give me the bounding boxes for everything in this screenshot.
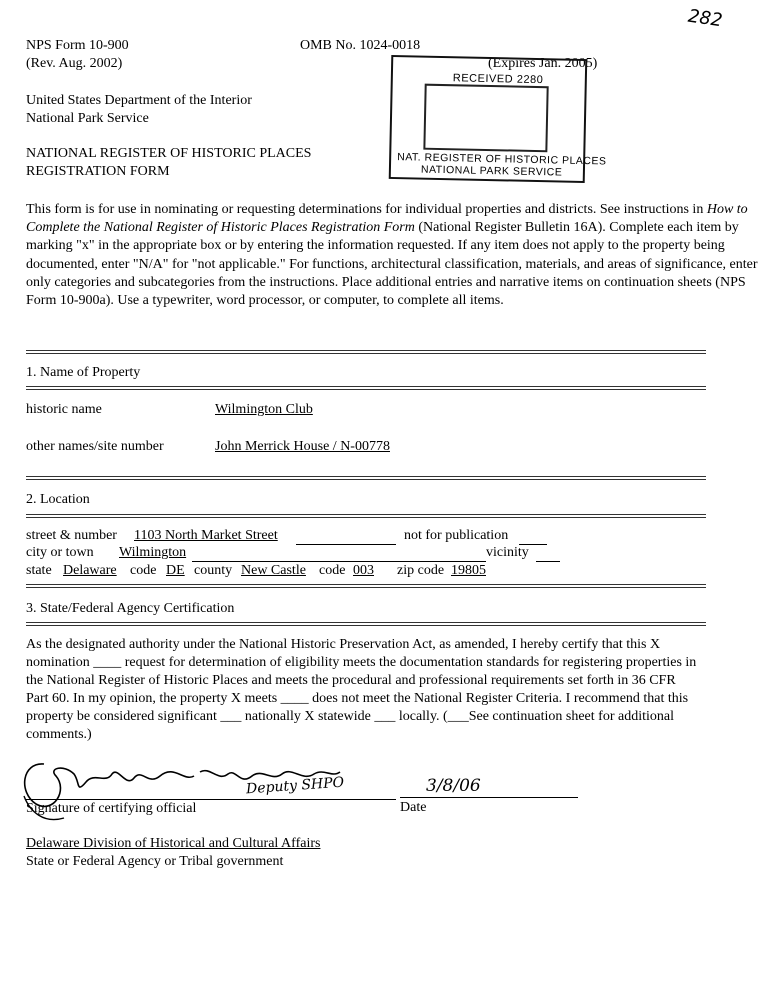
not-for-publication-label: not for publication: [404, 528, 509, 543]
state-code-label: code: [130, 563, 157, 578]
divider: [26, 584, 706, 588]
zip-value: 19805: [451, 563, 486, 578]
instructions-part1: This form is for use in nominating or requesting determinations for individual properties and districts. See instructions in: [26, 202, 707, 217]
section2-heading: 2. Location: [26, 492, 90, 507]
signature-title: Deputy SHPO: [245, 774, 345, 798]
agency-name: Delaware Division of Historical and Cultural Affairs: [26, 836, 321, 851]
vicinity-blank: [536, 561, 560, 562]
form-title-line2: REGISTRATION FORM: [26, 164, 170, 179]
expiration: (Expires Jan. 2005): [488, 56, 598, 71]
stamp-number: 2280: [516, 73, 544, 87]
date-value: 3/8/06: [426, 776, 481, 796]
state-code-value: DE: [166, 563, 185, 578]
county-code-label: code: [319, 563, 346, 578]
certification-line6: comments.): [26, 727, 92, 742]
date-line: [400, 797, 578, 798]
vicinity-label: vicinity: [486, 545, 529, 560]
signature-label: Signature of certifying official: [26, 801, 197, 816]
instructions-paragraph: [26, 201, 761, 310]
other-names-label: other names/site number: [26, 439, 164, 454]
divider: [26, 622, 706, 626]
omb-number: OMB No. 1024-0018: [300, 38, 421, 53]
street-underline: [296, 544, 396, 545]
county-value: New Castle: [241, 563, 306, 578]
historic-name-value: Wilmington Club: [215, 402, 313, 417]
street-value: 1103 North Market Street: [134, 528, 278, 543]
historic-name-label: historic name: [26, 402, 102, 417]
stamp-received: RECEIVED: [452, 72, 514, 86]
agency-label: State or Federal Agency or Tribal government: [26, 854, 284, 869]
form-title-line1: NATIONAL REGISTER OF HISTORIC PLACES: [26, 146, 312, 161]
city-value: Wilmington: [119, 545, 187, 560]
divider: [26, 350, 706, 354]
county-label: county: [194, 563, 233, 578]
zip-label: zip code: [397, 563, 445, 578]
certification-line5: property be considered significant ___ nationally X statewide ___ locally. (___See continuation sheet for additional: [26, 709, 674, 724]
certification-line2: nomination ____ request for determination of eligibility meets the documentation standards for registering properties in: [26, 655, 697, 670]
city-underline: [192, 561, 486, 562]
form-number: NPS Form 10-900: [26, 38, 129, 53]
stamp-date-box: [423, 84, 548, 153]
certification-line1: As the designated authority under the National Historic Preservation Act, as amended, I hereby certify that this X: [26, 637, 661, 652]
certification-line4: Part 60. In my opinion, the property X meets ____ does not meet the National Register Criteria. I recommend that this: [26, 691, 689, 706]
stamp-line1: NAT. REGISTER OF HISTORIC PLACES: [397, 151, 607, 168]
instructions-part2: (National Register Bulletin 16A). Complete each item by marking "x" in the appropriate box or by entering the information requested. If any item does not apply to the property being documented, enter "N/A" for "not applicable." For functions, architectural classification, materials, and areas of significance, enter only categories and subcategories from the instructions. Place additional entries and narrative items on continuation sheets (NPS Form 10-900a). Use a typewriter, word processor, or computer, to complete all items.: [26, 220, 758, 309]
certification-line3: the National Register of Historic Places and meets the procedural and professional requirements set forth in 36 CFR: [26, 673, 676, 688]
instructions-bulletin-title: How to Complete the National Register of Historic Places Registration Form: [26, 202, 748, 236]
state-value: Delaware: [63, 563, 117, 578]
signature-line: [26, 799, 396, 800]
date-label: Date: [400, 800, 427, 815]
divider: [26, 386, 706, 390]
department: United States Department of the Interior: [26, 93, 252, 108]
section1-heading: 1. Name of Property: [26, 365, 141, 380]
other-names-value: John Merrick House / N-00778: [215, 439, 390, 454]
city-label: city or town: [26, 545, 94, 560]
handwritten-page-number: 282: [686, 5, 724, 32]
divider: [26, 514, 706, 518]
county-code-value: 003: [353, 563, 374, 578]
form-revision: (Rev. Aug. 2002): [26, 56, 123, 71]
service: National Park Service: [26, 111, 149, 126]
stamp-line2: NATIONAL PARK SERVICE: [420, 163, 563, 179]
received-stamp: [389, 55, 607, 183]
street-label: street & number: [26, 528, 117, 543]
divider: [26, 476, 706, 480]
state-label: state: [26, 563, 52, 578]
section3-heading: 3. State/Federal Agency Certification: [26, 601, 235, 616]
